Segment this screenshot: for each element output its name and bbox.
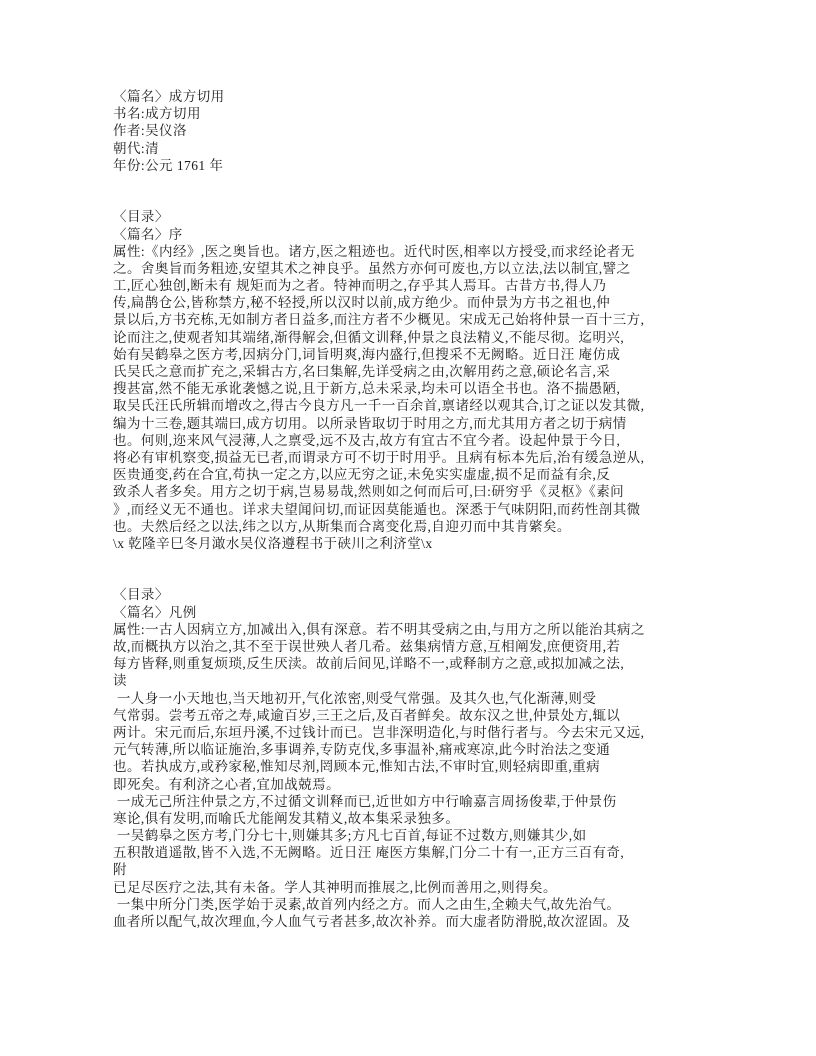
text-line: 也。何则,迩来风气浸薄,人之禀受,远不及古,故方有宜古不宜今者。设起仲景于今日, — [113, 432, 621, 448]
text-line: 气常弱。尝考五帝之寿,咸逾百岁,三王之后,及百者鲜矣。故东汉之世,仲景处方,辄以 — [113, 707, 621, 723]
text-line: 搜甚富,然不能无承讹袭憾之说,且于新方,总未采录,均未可以语全书也。洛不揣愚陋, — [113, 381, 621, 397]
text-line: 书名:成方切用 — [113, 106, 201, 122]
text-line: 》,而经义无不通也。详求夫望闻问切,而证因莫能遁也。深悉于气味阴阳,而药性剖其微 — [113, 501, 641, 517]
text-line: 也。若执成方,或矜家秘,惟知尽剂,罔顾本元,惟知古法,不审时宜,则轻病即重,重病 — [113, 759, 601, 775]
text-line: 致杀人者多矣。用方之切于病,岂易易哉,然则如之何而后可,曰:研穷乎《灵枢》《素问 — [113, 484, 625, 500]
text-line: 读 — [113, 673, 127, 689]
text-line: 每方皆释,则重复烦琐,反生厌渎。故前后间见,详略不一,或释制方之意,或拟加减之法, — [113, 656, 625, 672]
text-line: 始有吴鹤皋之医方考,因病分门,词旨明爽,海内盛行,但搜采不无阙略。近日汪 庵仿成 — [113, 346, 621, 362]
text-line: 朝代:清 — [113, 140, 160, 156]
text-line: 已足尽医疗之法,其有未备。学人其神明而推展之,比例而善用之,则得矣。 — [113, 879, 557, 895]
text-line: 医贵通变,药在合宜,苟执一定之方,以应无穷之证,未免实实虚虚,损不足而益有余,反 — [113, 467, 611, 483]
text-line: 两计。宋元而后,东垣丹溪,不过钱计而已。岂非深明造化,与时偕行者与。今去宋元又远, — [113, 724, 645, 740]
text-line: 工,匠心独创,断未有 规矩而为之者。特神而明之,存乎其人焉耳。古昔方书,得人乃 — [113, 278, 607, 294]
text-line: 〈篇名〉序 — [113, 226, 183, 242]
text-line: 一人身一小天地也,当天地初开,气化浓密,则受气常强。及其久也,气化渐薄,则受 — [113, 690, 597, 706]
text-line: 血者所以配气,故次理血,今人血气亏者甚多,故次补养。而大虚者防滑脱,故次涩固。及 — [113, 914, 631, 930]
text-line: 一集中所分门类,医学始于灵素,故首列内经之方。而人之由生,全赖夫气,故先治气。 — [113, 896, 621, 912]
text-line: 取吴氏汪氏所辑而增改之,得古今良方凡一千一百余首,禀诸经以观其合,订之证以发其微, — [113, 398, 645, 414]
text-line: 作者:吴仪洛 — [113, 123, 187, 139]
text-line: 将必有审机察变,损益无已者,而谓录方可不切于时用乎。且病有标本先后,治有缓急逆从, — [113, 449, 645, 465]
text-block — [113, 88, 713, 930]
text-line: 元气转薄,所以临证施治,多事调养,专防克伐,多事温补,痛戒寒凉,此今时治法之变通 — [113, 742, 611, 758]
text-line: 年份:公元 1761 年 — [113, 157, 224, 173]
text-line: 附 — [113, 862, 127, 878]
section-preface — [113, 208, 713, 552]
text-line: 论而注之,使观者知其端绪,渐得解会,但循文训释,仲景之良法精义,不能尽彻。迄明兴, — [113, 329, 625, 345]
text-line: 景以后,方书充栋,无如制方者日益多,而注方者不少概见。宋成无己始将仲景一百十三方, — [113, 312, 645, 328]
text-line: 一成无己所注仲景之方,不过循文训释而已,近世如方中行喻嘉言周扬俊辈,于仲景伤 — [113, 793, 617, 809]
section-fanli — [113, 586, 713, 930]
text-line: 之。舍奥旨而务粗迹,安望其术之神良乎。虽然方亦何可废也,方以立法,法以制宜,譬之 — [113, 260, 631, 276]
text-line: 传,扁鹊仓公,皆称禁方,秘不轻授,所以汉时以前,成方绝少。而仲景为方书之祖也,仲 — [113, 295, 611, 311]
text-line: 即死矣。有利济之心者,宜加战兢焉。 — [113, 776, 341, 792]
text-line: 〈目录〉 — [113, 209, 169, 225]
text-line: 〈目录〉 — [113, 587, 169, 603]
text-line: 五积散逍遥散,皆不入选,不无阙略。近日汪 庵医方集解,门分二十有一,正方三百有奇, — [113, 845, 625, 861]
text-line: 寒论,俱有发明,而喻氏尤能阐发其精义,故本集采录独多。 — [113, 810, 460, 826]
text-line: 编为十三卷,题其端曰,成方切用。以所录皆取切于时用之方,而尤其用方者之切于病情 — [113, 415, 627, 431]
section-header — [113, 88, 713, 174]
text-line: 〈篇名〉凡例 — [113, 604, 197, 620]
text-line: 属性:《内经》,医之奥旨也。诸方,医之粗迹也。近代时医,相率以方授受,而求经论者无 — [113, 243, 635, 259]
text-line: 也。夫然后经之以法,纬之以方,从斯集而合离变化焉,自迎刃而中其肯綮矣。 — [113, 518, 571, 534]
text-line: 一吴鹤皋之医方考,门分七十,则嫌其多;方凡七百首,每证不过数方,则嫌其少,如 — [113, 828, 587, 844]
text-line: 氏吴氏之意而扩充之,采辑古方,名曰集解,先详受病之由,次解用药之意,硕论名言,采 — [113, 364, 611, 380]
text-line: 属性:一古人因病立方,加减出入,俱有深意。若不明其受病之由,与用方之所以能治其病之 — [113, 621, 645, 637]
text-line: 〈篇名〉成方切用 — [113, 89, 225, 104]
text-line: \x 乾隆辛巳冬月澉水吴仪洛遵程书于硖川之利济堂\x — [113, 535, 433, 551]
text-line: 故,而概执方以治之,其不至于误世殃人者几希。兹集病情方意,互相阐发,庶便资用,若 — [113, 639, 621, 655]
